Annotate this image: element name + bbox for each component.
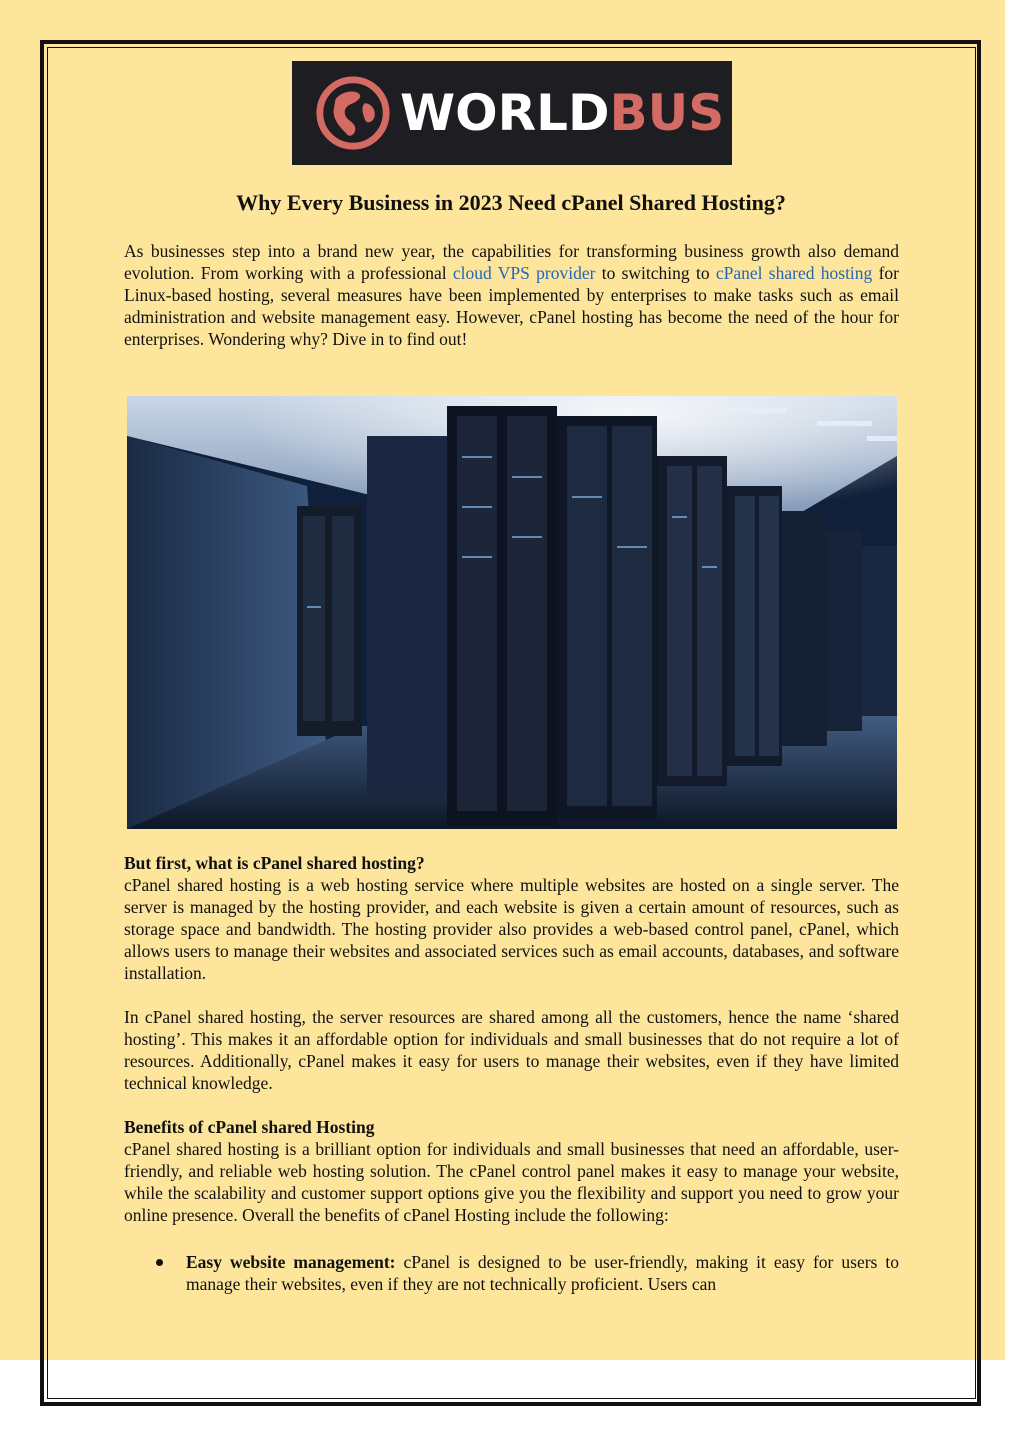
brand-word-world: WORLD — [400, 84, 610, 142]
section2-heading: Benefits of cPanel shared Hosting — [124, 1117, 375, 1137]
cloud-vps-provider-link[interactable]: cloud VPS provider — [452, 263, 596, 284]
intro-text-2: to switching to — [595, 263, 716, 284]
intro-paragraph — [124, 240, 899, 350]
benefit-label: Easy website management: — [186, 1252, 396, 1272]
cpanel-shared-hosting-link[interactable]: cPanel shared hosting — [715, 263, 873, 284]
page-title: Why Every Business in 2023 Need cPanel Shared Hosting? — [236, 190, 786, 215]
section1-paragraph2: In cPanel shared hosting, the server resources are shared among all the customers, hence the name ‘shared hosting’. This makes it an affordable option for individuals and small businesses that do not require a lot of resources. Additionally, cPanel makes it easy for users to manage their websites, even if they have limited technical knowledge. — [124, 1007, 899, 1094]
section1 — [124, 852, 899, 985]
server-room-illustration — [127, 396, 897, 829]
section2-paragraph1: cPanel shared hosting is a brilliant option for individuals and small businesses that need an affordable, user-friendly, and reliable web hosting solution. The cPanel control panel makes it easy to manage your website, while the scalability and customer support options give you the flexibility and support you need to grow your online presence. Overall the benefits of cPanel Hosting include the following: — [124, 1139, 899, 1226]
section1-paragraph1: cPanel shared hosting is a web hosting service where multiple websites are hosted on a single server. The server is managed by the hosting provider, and each website is given a certain amount of resources, such as storage space and bandwidth. The hosting provider also provides a web-based control panel, cPanel, which allows users to manage their websites and associated services such as email accounts, databases, and software installation. — [124, 875, 899, 984]
list-item — [124, 1251, 899, 1295]
intro-text-1: As businesses step into a brand new year, the capabilities for transforming business growth also demand evolution. From working with a professional — [124, 241, 899, 284]
benefit-text: cPanel is designed to be user-friendly, making it easy for users to manage their websites, even if they are not technically proficient. Users can — [186, 1252, 899, 1295]
worldbus-logo — [292, 61, 732, 165]
server-racks-photo — [127, 396, 897, 829]
brand-word-bus: BUS — [609, 84, 725, 142]
bullet-icon — [156, 1259, 163, 1266]
globe-icon — [314, 74, 392, 152]
brand-wordmark — [400, 84, 725, 142]
section2 — [124, 1116, 899, 1226]
section1-heading: But first, what is cPanel shared hosting? — [124, 853, 425, 873]
intro-text-3: for Linux-based hosting, several measures have been implemented by enterprises to make tasks such as email administration and website management easy. However, cPanel hosting has become the need of the hour for enterprises. Wondering why? Dive in to find out! — [124, 263, 899, 350]
benefits-list — [124, 1251, 899, 1295]
